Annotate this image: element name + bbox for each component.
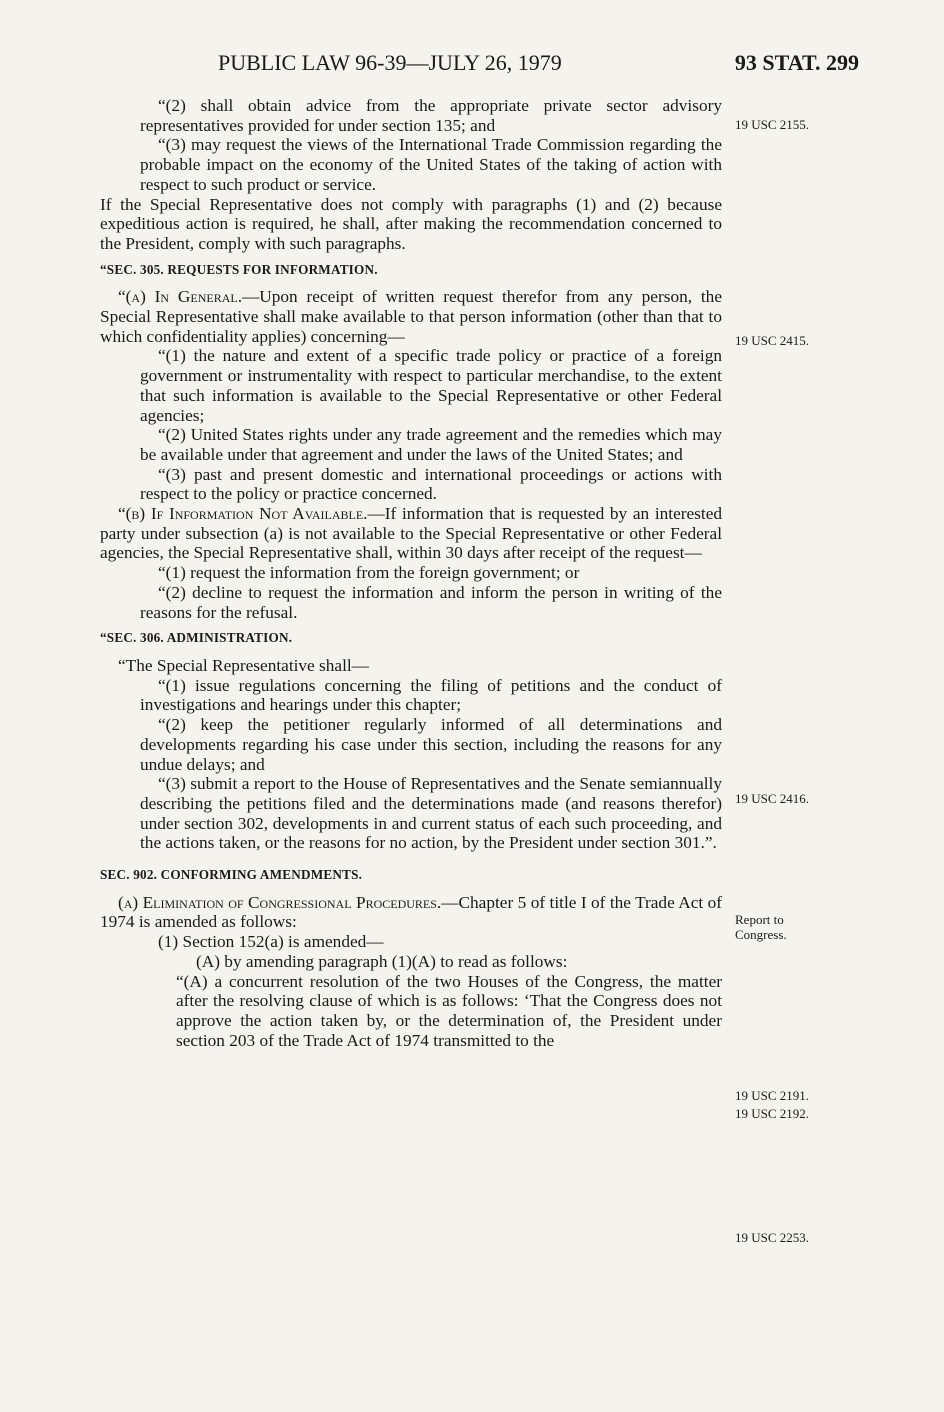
section-306-1: “(1) issue regulations concerning the filing of petitions and the conduct of investigations and hearings under this chapter; [140,675,722,715]
section-305-b-text: —If information that is requested by an interested party under subsection (a) is not available to the Special Representative or other Federal agencies, the Special Representative shall, within 30 days after receipt of the request— [100,504,722,563]
section-902-A: (A) by amending paragraph (1)(A) to read as follows: [196,951,568,971]
margin-note-19usc2253: 19 USC 2253. [735,1230,810,1245]
section-305-a-text: —Upon receipt of written request therefor from any person, the Special Representative shall make available to that person information (other than that to which confidentiality applies) concerning— [100,287,722,346]
section-306-intro: “The Special Representative shall— [118,655,369,675]
section-902-a [100,893,722,932]
section-305-a-label: “(a) In General. [118,287,243,307]
margin-note-report-to-congress: Report to Congress. [735,912,787,942]
body-text [100,96,722,1050]
section-902-a-label: (a) Elimination of Congressional Procedures. [118,892,442,912]
section-902-a-text: —Chapter 5 of title I of the Trade Act of 1974 is amended as follows: [100,892,722,932]
section-305-a3: “(3) past and present domestic and international proceedings or actions with respect to the policy or practice concerned. [140,464,722,504]
section-306-2: “(2) keep the petitioner regularly informed of all determinations and developments regarding his case under this section, including the reasons for any undue delays; and [140,715,722,774]
section-902-A-quote: “(A) a concurrent resolution of the two Houses of the Congress, the matter after the resolving clause of which is as follows: ‘That the Congress does not approve the action taken by, or the determination of, the President under section 203 of the Trade Act of 1974 transmitted to the [176,971,722,1050]
margin-note-19usc2416: 19 USC 2416. [735,791,810,806]
section-305-a1: “(1) the nature and extent of a specific trade policy or practice of a foreign government or instrumentality with respect to particular merchandise, to the extent that such information is available to the Special Representative or other Federal agencies; [140,346,722,425]
paragraph-3: “(3) may request the views of the International Trade Commission regarding the probable impact on the economy of the United States of the taking of action with respect to such product or service. [140,135,722,194]
section-305-heading: “SEC. 305. REQUESTS FOR INFORMATION. [100,261,378,277]
paragraph-2: “(2) shall obtain advice from the appropriate private sector advisory representatives provided for under section 135; and [140,96,722,135]
margin-note-19usc2191: 19 USC 2191. [735,1088,810,1103]
section-305-b2: “(2) decline to request the information and inform the person in writing of the reasons for the refusal. [140,582,722,622]
section-305-b-label: “(b) If Information Not Available. [118,504,368,524]
section-305-a2: “(2) United States rights under any trade agreement and the remedies which may be available under that agreement and under the laws of the United States; and [140,425,722,464]
section-305-b1: “(1) request the information from the foreign government; or [158,563,580,583]
section-902-1: (1) Section 152(a) is amended— [158,932,384,952]
margin-note-19usc2415: 19 USC 2415. [735,333,810,348]
compliance-paragraph: If the Special Representative does not comply with paragraphs (1) and (2) because expeditious action is required, he shall, after making the recommendation concerned to the President, comply with such paragraphs. [100,194,722,253]
margin-note-19usc2192: 19 USC 2192. [735,1106,810,1121]
running-header-stat: 93 STAT. 299 [734,50,859,75]
running-header-title: PUBLIC LAW 96-39—JULY 26, 1979 [218,50,562,75]
section-306-3: “(3) submit a report to the House of Representatives and the Senate semiannually describing the petitions filed and the determinations made (and reasons therefor) under section 302, developments in and current status of each such proceeding, and the actions taken, or the reasons for no action, by the President under section 301.”. [140,774,722,853]
section-902-heading: SEC. 902. CONFORMING AMENDMENTS. [100,867,363,883]
margin-note-19usc2155: 19 USC 2155. [735,117,810,132]
section-305-a [100,287,722,346]
section-305-b [100,504,722,563]
section-306-heading: “SEC. 306. ADMINISTRATION. [100,630,293,646]
